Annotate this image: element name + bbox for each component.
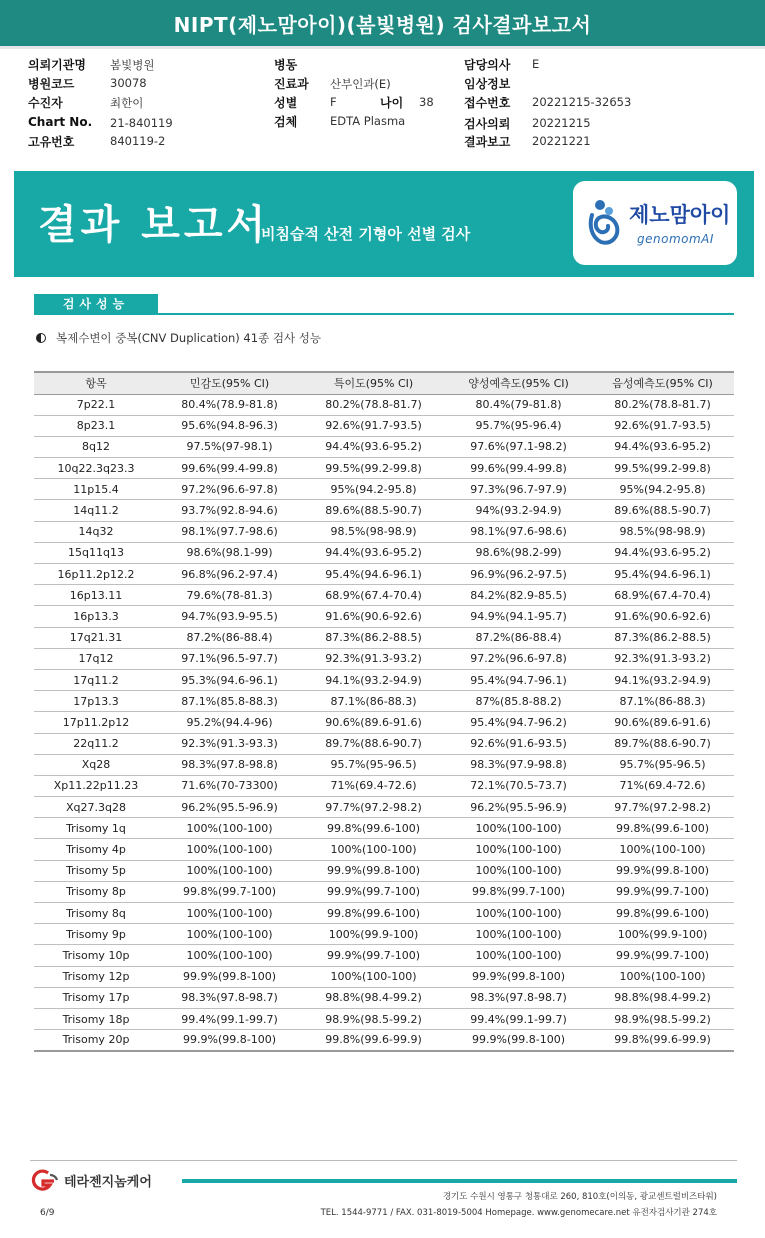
item-cell: Trisomy 4p — [34, 839, 158, 860]
npv-cell: 95.4%(94.6-96.1) — [591, 564, 734, 585]
table-row — [34, 669, 734, 690]
specificity-cell: 99.5%(99.2-99.8) — [301, 458, 446, 479]
npv-cell: 80.2%(78.8-81.7) — [591, 394, 734, 415]
npv-cell: 89.6%(88.5-90.7) — [591, 500, 734, 521]
age-label: 나이 — [380, 96, 404, 110]
sensitivity-cell: 97.5%(97-98.1) — [158, 436, 301, 457]
item-cell: Trisomy 17p — [34, 987, 158, 1008]
npv-cell: 99.8%(99.6-99.9) — [591, 1030, 734, 1051]
table-row — [34, 945, 734, 966]
table-row — [34, 436, 734, 457]
specificity-cell: 99.9%(99.7-100) — [301, 945, 446, 966]
table-row — [34, 797, 734, 818]
ppv-cell: 96.2%(95.5-96.9) — [446, 797, 591, 818]
sensitivity-cell: 100%(100-100) — [158, 903, 301, 924]
sensitivity-cell: 96.8%(96.2-97.4) — [158, 564, 301, 585]
banner-subtitle: 비침습적 산전 기형아 선별 검사 — [261, 225, 471, 243]
sensitivity-cell: 99.8%(99.7-100) — [158, 881, 301, 902]
specificity-cell: 100%(99.9-100) — [301, 924, 446, 945]
genomom-logo — [573, 181, 737, 265]
specificity-cell: 98.5%(98-98.9) — [301, 521, 446, 542]
npv-cell: 98.8%(98.4-99.2) — [591, 987, 734, 1008]
logo-english-text: genomomAI — [637, 232, 714, 246]
ppv-cell: 100%(100-100) — [446, 818, 591, 839]
table-row — [34, 585, 734, 606]
sensitivity-cell: 100%(100-100) — [158, 945, 301, 966]
footer-accent-line — [182, 1179, 737, 1183]
item-cell: Trisomy 9p — [34, 924, 158, 945]
table-row — [34, 691, 734, 712]
npv-cell: 98.5%(98-98.9) — [591, 521, 734, 542]
sensitivity-cell: 94.7%(93.9-95.5) — [158, 606, 301, 627]
specificity-cell: 89.7%(88.6-90.7) — [301, 733, 446, 754]
sensitivity-cell: 97.1%(96.5-97.7) — [158, 648, 301, 669]
npv-cell: 71%(69.4-72.6) — [591, 775, 734, 796]
table-row — [34, 521, 734, 542]
table-row — [34, 542, 734, 563]
item-cell: 22q11.2 — [34, 733, 158, 754]
table-row — [34, 818, 734, 839]
specificity-cell: 95.7%(95-96.5) — [301, 754, 446, 775]
item-cell: Trisomy 5p — [34, 860, 158, 881]
item-cell: 7p22.1 — [34, 394, 158, 415]
npv-cell: 99.9%(99.7-100) — [591, 945, 734, 966]
table-row — [34, 458, 734, 479]
unique-label: 고유번호 — [28, 135, 75, 149]
table-row — [34, 500, 734, 521]
clinical-label: 임상정보 — [464, 77, 511, 91]
ppv-cell: 100%(100-100) — [446, 860, 591, 881]
sensitivity-cell: 71.6%(70-73300) — [158, 775, 301, 796]
page-number: 6/9 — [40, 1208, 55, 1218]
item-cell: Trisomy 1q — [34, 818, 158, 839]
mother-baby-icon — [587, 197, 621, 245]
sensitivity-cell: 99.9%(99.8-100) — [158, 966, 301, 987]
performance-table — [34, 371, 734, 1052]
npv-cell: 97.7%(97.2-98.2) — [591, 797, 734, 818]
sensitivity-cell: 96.2%(95.5-96.9) — [158, 797, 301, 818]
specificity-cell: 95.4%(94.6-96.1) — [301, 564, 446, 585]
npv-cell: 95.7%(95-96.5) — [591, 754, 734, 775]
ppv-cell: 72.1%(70.5-73.7) — [446, 775, 591, 796]
sensitivity-cell: 95.6%(94.8-96.3) — [158, 415, 301, 436]
npv-cell: 100%(100-100) — [591, 966, 734, 987]
patient-value: 최한이 — [110, 96, 144, 110]
sex-label: 성별 — [274, 96, 298, 110]
sex-value: F — [330, 95, 337, 109]
specificity-cell: 90.6%(89.6-91.6) — [301, 712, 446, 733]
ppv-cell: 98.3%(97.8-98.7) — [446, 987, 591, 1008]
item-cell: 16p11.2p12.2 — [34, 564, 158, 585]
half-circle-icon — [36, 333, 46, 343]
sensitivity-cell: 98.6%(98.1-99) — [158, 542, 301, 563]
npv-cell: 94.4%(93.6-95.2) — [591, 436, 734, 457]
npv-cell: 89.7%(88.6-90.7) — [591, 733, 734, 754]
result-banner — [14, 171, 754, 277]
ppv-cell: 100%(100-100) — [446, 839, 591, 860]
company-logo — [30, 1169, 152, 1191]
ppv-cell: 98.3%(97.9-98.8) — [446, 754, 591, 775]
ppv-cell: 92.6%(91.6-93.5) — [446, 733, 591, 754]
sensitivity-cell: 92.3%(91.3-93.3) — [158, 733, 301, 754]
specificity-cell: 100%(100-100) — [301, 839, 446, 860]
table-row — [34, 1030, 734, 1051]
ppv-cell: 98.6%(98.2-99) — [446, 542, 591, 563]
table-row — [34, 606, 734, 627]
report-header-bar — [0, 0, 765, 46]
item-cell: Trisomy 20p — [34, 1030, 158, 1051]
table-row — [34, 987, 734, 1008]
specificity-cell: 94.4%(93.6-95.2) — [301, 436, 446, 457]
npv-cell: 99.5%(99.2-99.8) — [591, 458, 734, 479]
dept-label: 진료과 — [274, 77, 309, 91]
sensitivity-cell: 98.3%(97.8-98.8) — [158, 754, 301, 775]
ppv-cell: 95.7%(95-96.4) — [446, 415, 591, 436]
sensitivity-cell: 95.3%(94.6-96.1) — [158, 669, 301, 690]
header-ppv: 양성예측도(95% CI) — [446, 372, 591, 394]
npv-cell: 94.4%(93.6-95.2) — [591, 542, 734, 563]
npv-cell: 68.9%(67.4-70.4) — [591, 585, 734, 606]
doctor-value: E — [532, 57, 540, 71]
doctor-label: 담당의사 — [464, 58, 511, 72]
ppv-cell: 95.4%(94.7-96.2) — [446, 712, 591, 733]
npv-cell: 99.8%(99.6-100) — [591, 903, 734, 924]
header-sensitivity: 민감도(95% CI) — [158, 372, 301, 394]
item-cell: 17q11.2 — [34, 669, 158, 690]
sensitivity-cell: 100%(100-100) — [158, 818, 301, 839]
header-divider — [0, 46, 765, 49]
ppv-cell: 95.4%(94.7-96.1) — [446, 669, 591, 690]
specificity-cell: 98.8%(98.4-99.2) — [301, 987, 446, 1008]
sensitivity-cell: 100%(100-100) — [158, 860, 301, 881]
specificity-cell: 80.2%(78.8-81.7) — [301, 394, 446, 415]
sensitivity-cell: 100%(100-100) — [158, 839, 301, 860]
specificity-cell: 87.1%(86-88.3) — [301, 691, 446, 712]
item-cell: 8q12 — [34, 436, 158, 457]
table-row — [34, 966, 734, 987]
unique-value: 840119-2 — [110, 134, 166, 148]
age-value: 38 — [419, 95, 434, 109]
item-cell: Xq28 — [34, 754, 158, 775]
table-row — [34, 415, 734, 436]
ppv-cell: 100%(100-100) — [446, 945, 591, 966]
specificity-cell: 68.9%(67.4-70.4) — [301, 585, 446, 606]
dept-value: 산부인과(E) — [330, 77, 391, 91]
item-cell: 17q12 — [34, 648, 158, 669]
table-row — [34, 648, 734, 669]
ppv-cell: 97.6%(97.1-98.2) — [446, 436, 591, 457]
item-cell: 16p13.11 — [34, 585, 158, 606]
table-row — [34, 394, 734, 415]
ppv-cell: 99.6%(99.4-99.8) — [446, 458, 591, 479]
code-label: 병원코드 — [28, 77, 75, 91]
table-row — [34, 479, 734, 500]
item-cell: Trisomy 8p — [34, 881, 158, 902]
item-cell: Xq27.3q28 — [34, 797, 158, 818]
ppv-cell: 96.9%(96.2-97.5) — [446, 564, 591, 585]
chart-value: 21-840119 — [110, 116, 173, 130]
sensitivity-cell: 99.9%(99.8-100) — [158, 1030, 301, 1051]
specificity-cell: 97.7%(97.2-98.2) — [301, 797, 446, 818]
ppv-cell: 94%(93.2-94.9) — [446, 500, 591, 521]
table-body — [34, 394, 734, 1051]
request-label: 검사의뢰 — [464, 117, 511, 131]
ppv-cell: 99.8%(99.7-100) — [446, 881, 591, 902]
ppv-cell: 80.4%(79-81.8) — [446, 394, 591, 415]
bullet-text: 복제수변이 중복(CNV Duplication) 41종 검사 성능 — [56, 331, 321, 345]
npv-cell: 92.3%(91.3-93.2) — [591, 648, 734, 669]
specificity-cell: 99.8%(99.6-100) — [301, 818, 446, 839]
specificity-cell: 92.6%(91.7-93.5) — [301, 415, 446, 436]
ppv-cell: 87%(85.8-88.2) — [446, 691, 591, 712]
table-row — [34, 754, 734, 775]
item-cell: Trisomy 12p — [34, 966, 158, 987]
specificity-cell: 100%(100-100) — [301, 966, 446, 987]
item-cell: Xp11.22p11.23 — [34, 775, 158, 796]
specificity-cell: 99.9%(99.8-100) — [301, 860, 446, 881]
specificity-cell: 92.3%(91.3-93.2) — [301, 648, 446, 669]
specificity-cell: 98.9%(98.5-99.2) — [301, 1008, 446, 1029]
report-date-label: 결과보고 — [464, 135, 511, 149]
item-cell: 17p13.3 — [34, 691, 158, 712]
reception-value: 20221215-32653 — [532, 95, 632, 109]
ppv-cell: 87.2%(86-88.4) — [446, 627, 591, 648]
section-divider — [34, 313, 734, 315]
item-cell: 16p13.3 — [34, 606, 158, 627]
specificity-cell: 95%(94.2-95.8) — [301, 479, 446, 500]
npv-cell: 99.9%(99.8-100) — [591, 860, 734, 881]
table-row — [34, 712, 734, 733]
table-row — [34, 860, 734, 881]
company-name: 테라젠지놈케어 — [64, 1174, 152, 1190]
table-row — [34, 903, 734, 924]
sensitivity-cell: 98.1%(97.7-98.6) — [158, 521, 301, 542]
ppv-cell: 100%(100-100) — [446, 924, 591, 945]
item-cell: 8p23.1 — [34, 415, 158, 436]
hospital-value: 봄빛병원 — [110, 58, 155, 72]
ppv-cell: 99.4%(99.1-99.7) — [446, 1008, 591, 1029]
sensitivity-cell: 99.4%(99.1-99.7) — [158, 1008, 301, 1029]
patient-label: 수진자 — [28, 96, 63, 110]
table-row — [34, 881, 734, 902]
specificity-cell: 94.4%(93.6-95.2) — [301, 542, 446, 563]
sensitivity-cell: 97.2%(96.6-97.8) — [158, 479, 301, 500]
npv-cell: 87.3%(86.2-88.5) — [591, 627, 734, 648]
sensitivity-cell: 87.1%(85.8-88.3) — [158, 691, 301, 712]
ppv-cell: 97.2%(96.6-97.8) — [446, 648, 591, 669]
sensitivity-cell: 87.2%(86-88.4) — [158, 627, 301, 648]
specimen-label: 검체 — [274, 115, 298, 129]
code-value: 30078 — [110, 76, 147, 90]
npv-cell: 94.1%(93.2-94.9) — [591, 669, 734, 690]
table-row — [34, 924, 734, 945]
ppv-cell: 100%(100-100) — [446, 903, 591, 924]
ppv-cell: 94.9%(94.1-95.7) — [446, 606, 591, 627]
table-row — [34, 775, 734, 796]
ppv-cell: 99.9%(99.8-100) — [446, 966, 591, 987]
specificity-cell: 99.8%(99.6-99.9) — [301, 1030, 446, 1051]
item-cell: Trisomy 18p — [34, 1008, 158, 1029]
header-item: 항목 — [34, 372, 158, 394]
item-cell: 14q32 — [34, 521, 158, 542]
request-value: 20221215 — [532, 116, 591, 130]
table-row — [34, 564, 734, 585]
npv-cell: 87.1%(86-88.3) — [591, 691, 734, 712]
reception-label: 접수번호 — [464, 96, 511, 110]
specimen-value: EDTA Plasma — [330, 114, 406, 128]
chart-label: Chart No. — [28, 115, 93, 129]
header-npv: 음성예측도(95% CI) — [591, 372, 734, 394]
npv-cell: 99.8%(99.6-100) — [591, 818, 734, 839]
logo-korean-text: 제노맘아이 — [629, 203, 731, 227]
npv-cell: 100%(100-100) — [591, 839, 734, 860]
item-cell: 11p15.4 — [34, 479, 158, 500]
ppv-cell: 97.3%(96.7-97.9) — [446, 479, 591, 500]
footer-divider — [30, 1160, 737, 1161]
table-row — [34, 839, 734, 860]
sensitivity-cell: 95.2%(94.4-96) — [158, 712, 301, 733]
table-row — [34, 733, 734, 754]
sensitivity-cell: 93.7%(92.8-94.6) — [158, 500, 301, 521]
item-cell: Trisomy 8q — [34, 903, 158, 924]
section-tab-performance: 검사성능 — [34, 294, 158, 314]
header-specificity: 특이도(95% CI) — [301, 372, 446, 394]
report-title: NIPT(제노맘아이)(봄빛병원) 검사결과보고서 — [173, 12, 592, 37]
ward-label: 병동 — [274, 58, 298, 72]
sensitivity-cell: 99.6%(99.4-99.8) — [158, 458, 301, 479]
company-contact: TEL. 1544-9771 / FAX. 031-8019-5004 Homepage. www.genomecare.net 유전자검사기관 274호 — [320, 1208, 717, 1218]
specificity-cell: 99.8%(99.6-100) — [301, 903, 446, 924]
npv-cell: 99.9%(99.7-100) — [591, 881, 734, 902]
specificity-cell: 87.3%(86.2-88.5) — [301, 627, 446, 648]
specificity-cell: 89.6%(88.5-90.7) — [301, 500, 446, 521]
ppv-cell: 99.9%(99.8-100) — [446, 1030, 591, 1051]
banner-title: 결과 보고서 — [38, 202, 270, 248]
company-logo-icon — [30, 1169, 60, 1191]
npv-cell: 100%(99.9-100) — [591, 924, 734, 945]
sensitivity-cell: 98.3%(97.8-98.7) — [158, 987, 301, 1008]
ppv-cell: 98.1%(97.6-98.6) — [446, 521, 591, 542]
npv-cell: 91.6%(90.6-92.6) — [591, 606, 734, 627]
specificity-cell: 71%(69.4-72.6) — [301, 775, 446, 796]
table-row — [34, 627, 734, 648]
sensitivity-cell: 100%(100-100) — [158, 924, 301, 945]
item-cell: 17p11.2p12 — [34, 712, 158, 733]
item-cell: Trisomy 10p — [34, 945, 158, 966]
npv-cell: 98.9%(98.5-99.2) — [591, 1008, 734, 1029]
specificity-cell: 91.6%(90.6-92.6) — [301, 606, 446, 627]
table-header-row — [34, 372, 734, 394]
npv-cell: 90.6%(89.6-91.6) — [591, 712, 734, 733]
item-cell: 17q21.31 — [34, 627, 158, 648]
sensitivity-cell: 79.6%(78-81.3) — [158, 585, 301, 606]
npv-cell: 92.6%(91.7-93.5) — [591, 415, 734, 436]
specificity-cell: 94.1%(93.2-94.9) — [301, 669, 446, 690]
section-bullet — [36, 330, 321, 346]
hospital-label: 의뢰기관명 — [28, 58, 86, 72]
item-cell: 15q11q13 — [34, 542, 158, 563]
sensitivity-cell: 80.4%(78.9-81.8) — [158, 394, 301, 415]
item-cell: 14q11.2 — [34, 500, 158, 521]
specificity-cell: 99.9%(99.7-100) — [301, 881, 446, 902]
company-address: 경기도 수원시 영통구 청통대로 260, 810호(이의동, 광교센트럴비즈타워) — [442, 1192, 717, 1202]
npv-cell: 95%(94.2-95.8) — [591, 479, 734, 500]
table-row — [34, 1008, 734, 1029]
report-date-value: 20221221 — [532, 134, 591, 148]
ppv-cell: 84.2%(82.9-85.5) — [446, 585, 591, 606]
item-cell: 10q22.3q23.3 — [34, 458, 158, 479]
